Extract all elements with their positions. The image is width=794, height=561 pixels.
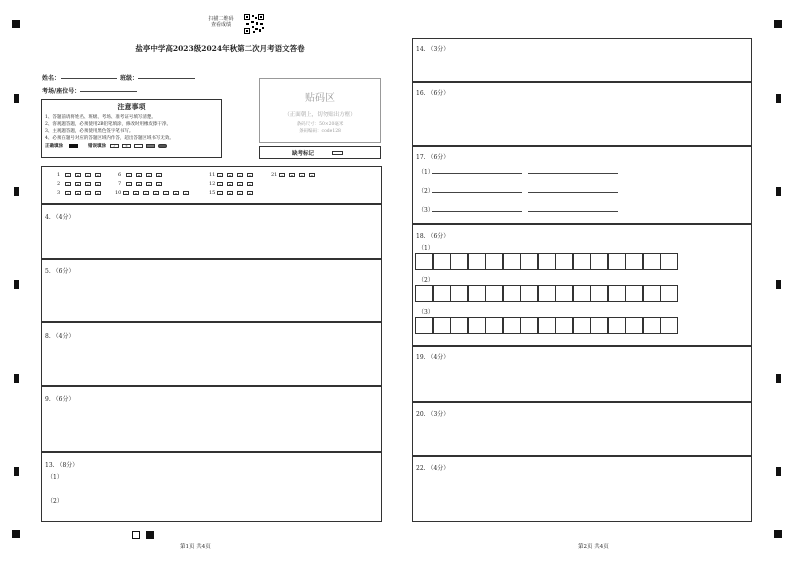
question-label: 18. （6分） bbox=[416, 233, 450, 240]
question-label: 19. （4分） bbox=[416, 354, 450, 361]
writing-grid-cell[interactable] bbox=[485, 253, 503, 270]
writing-grid-cell[interactable] bbox=[590, 285, 608, 302]
sub-question-label: （1） bbox=[47, 474, 63, 481]
exam-seat-label: 考场/座位号： bbox=[42, 88, 81, 95]
barcode-area bbox=[259, 78, 381, 143]
mc-option-bubble[interactable]: C bbox=[86, 183, 90, 187]
wrong-fill-label: 错误填涂 bbox=[88, 144, 106, 149]
sub-question-label: （1） bbox=[418, 245, 434, 252]
mc-option-bubble[interactable]: D bbox=[248, 192, 252, 196]
answer-line[interactable] bbox=[528, 192, 618, 193]
question-label: 13. （8分） bbox=[45, 462, 79, 469]
mc-option-bubble[interactable]: A bbox=[66, 174, 70, 178]
writing-grid-cell[interactable] bbox=[538, 253, 556, 270]
class-field[interactable] bbox=[138, 78, 195, 79]
writing-grid-cell[interactable] bbox=[415, 285, 433, 302]
writing-grid-cell[interactable] bbox=[643, 285, 661, 302]
mc-option-bubble[interactable]: D bbox=[157, 183, 161, 187]
mc-option-bubble[interactable]: C bbox=[144, 192, 148, 196]
mc-question-number: 1 bbox=[57, 172, 61, 178]
correct-fill-sample bbox=[69, 144, 78, 148]
barcode-title: 贴码区 bbox=[305, 93, 335, 104]
answer-area-q13[interactable] bbox=[41, 452, 382, 522]
mc-option-bubble[interactable]: C bbox=[147, 174, 151, 178]
corner-mark-bottom-right bbox=[774, 530, 782, 538]
writing-grid-cell[interactable] bbox=[433, 317, 451, 334]
side-mark bbox=[14, 374, 19, 383]
answer-area-q9[interactable] bbox=[41, 386, 382, 452]
writing-grid-cell[interactable] bbox=[520, 285, 538, 302]
notice-title: 注意事项 bbox=[117, 102, 146, 111]
question-label: 5. （6分） bbox=[45, 268, 75, 275]
page-number: 第2页 共4页 bbox=[578, 544, 609, 550]
writing-grid-cell[interactable] bbox=[660, 285, 678, 302]
writing-grid-row[interactable] bbox=[415, 317, 678, 334]
mc-option-bubble[interactable]: B bbox=[76, 174, 80, 178]
mc-option-bubble[interactable]: A bbox=[66, 192, 70, 196]
question-label: 20. （3分） bbox=[416, 411, 450, 418]
mc-option-bubble[interactable]: C bbox=[147, 183, 151, 187]
writing-grid-cell[interactable] bbox=[503, 317, 521, 334]
writing-grid-cell[interactable] bbox=[450, 317, 468, 334]
notice-item: 3、主观题答题，必须使用黑色签字笔书写。 bbox=[45, 129, 134, 134]
page-number: 第1页 共4页 bbox=[180, 544, 211, 550]
answer-line[interactable] bbox=[432, 211, 522, 212]
mc-option-bubble[interactable]: A bbox=[127, 174, 131, 178]
answer-area-q17[interactable] bbox=[412, 146, 752, 224]
writing-grid-row[interactable] bbox=[415, 285, 678, 302]
answer-area-q8[interactable] bbox=[41, 322, 382, 386]
name-field[interactable] bbox=[61, 78, 117, 79]
mc-option-bubble[interactable]: D bbox=[154, 192, 158, 196]
mc-option-bubble[interactable]: D bbox=[248, 174, 252, 178]
question-label: 17. （6分） bbox=[416, 154, 450, 161]
missing-exam-label: 缺考标记 bbox=[292, 151, 315, 157]
writing-grid-cell[interactable] bbox=[468, 317, 486, 334]
sub-question-label: （2） bbox=[47, 498, 63, 505]
mc-option-bubble[interactable]: B bbox=[228, 192, 232, 196]
mc-option-bubble[interactable]: A bbox=[164, 192, 168, 196]
writing-grid-cell[interactable] bbox=[608, 317, 626, 334]
sub-question-label: （2） bbox=[418, 277, 434, 284]
barcode-size: 条码尺寸：50×20毫米 bbox=[296, 122, 344, 127]
mc-option-bubble[interactable]: B bbox=[76, 183, 80, 187]
mc-option-bubble[interactable]: A bbox=[218, 174, 222, 178]
writing-grid-cell[interactable] bbox=[573, 285, 591, 302]
sub-question-label: （3） bbox=[418, 309, 434, 316]
mc-option-bubble[interactable]: D bbox=[248, 183, 252, 187]
mc-option-bubble[interactable]: B bbox=[137, 174, 141, 178]
page-title: 盐亭中学高2023级2024年秋第二次月考语文答卷 bbox=[135, 44, 305, 53]
mc-option-bubble[interactable]: A bbox=[218, 192, 222, 196]
answer-area-q4[interactable] bbox=[41, 204, 382, 259]
mc-option-bubble[interactable]: B bbox=[76, 192, 80, 196]
mc-option-bubble[interactable]: A bbox=[66, 183, 70, 187]
correct-fill-label: 正确填涂 bbox=[45, 144, 63, 149]
name-label: 姓名： bbox=[42, 75, 61, 82]
qr-caption: 扫描二维码 查看成绩 bbox=[208, 16, 234, 28]
writing-grid-cell[interactable] bbox=[520, 253, 538, 270]
writing-grid-cell[interactable] bbox=[433, 285, 451, 302]
side-mark bbox=[14, 467, 19, 476]
answer-area-q5[interactable] bbox=[41, 259, 382, 322]
notice-box bbox=[41, 99, 222, 158]
writing-grid-cell[interactable] bbox=[608, 253, 626, 270]
mc-question-number: 11 bbox=[209, 172, 216, 178]
writing-grid-cell[interactable] bbox=[625, 285, 643, 302]
mc-question-number: 10 bbox=[115, 190, 122, 196]
mc-option-bubble[interactable]: B bbox=[174, 192, 178, 196]
missing-exam-checkbox[interactable] bbox=[332, 151, 343, 155]
answer-line[interactable] bbox=[432, 173, 522, 174]
mc-question-number: 15 bbox=[209, 190, 216, 196]
mc-option-bubble[interactable]: B bbox=[228, 174, 232, 178]
writing-grid-cell[interactable] bbox=[555, 317, 573, 334]
writing-grid-row[interactable] bbox=[415, 253, 678, 270]
side-mark bbox=[14, 187, 19, 196]
sub-question-label: （1） bbox=[418, 169, 434, 176]
mc-option-bubble[interactable]: A bbox=[127, 183, 131, 187]
writing-grid-cell[interactable] bbox=[503, 253, 521, 270]
mc-question-number: 3 bbox=[57, 190, 61, 196]
writing-grid-cell[interactable] bbox=[608, 285, 626, 302]
mc-question-number: 6 bbox=[118, 172, 122, 178]
answer-area-q20[interactable] bbox=[412, 402, 752, 456]
writing-grid-cell[interactable] bbox=[415, 253, 433, 270]
side-mark bbox=[776, 374, 781, 383]
answer-area-q14[interactable] bbox=[412, 38, 752, 82]
question-label: 22. （4分） bbox=[416, 465, 450, 472]
writing-grid-cell[interactable] bbox=[415, 317, 433, 334]
question-label: 9. （6分） bbox=[45, 396, 75, 403]
barcode-hint: （正面朝上，切勿贴出方框） bbox=[284, 112, 356, 118]
writing-grid-cell[interactable] bbox=[468, 285, 486, 302]
writing-grid-cell[interactable] bbox=[625, 253, 643, 270]
writing-grid-cell[interactable] bbox=[590, 253, 608, 270]
mc-option-bubble[interactable]: D bbox=[310, 174, 314, 178]
corner-mark-bottom-left bbox=[12, 530, 20, 538]
writing-grid-cell[interactable] bbox=[555, 285, 573, 302]
bottom-mark-filled bbox=[146, 531, 154, 539]
corner-mark-top-left bbox=[12, 20, 20, 28]
mc-option-bubble[interactable]: D bbox=[96, 174, 100, 178]
answer-line[interactable] bbox=[528, 173, 618, 174]
mc-option-bubble[interactable]: B bbox=[228, 183, 232, 187]
writing-grid-cell[interactable] bbox=[450, 253, 468, 270]
writing-grid-cell[interactable] bbox=[573, 317, 591, 334]
writing-grid-cell[interactable] bbox=[468, 253, 486, 270]
side-mark bbox=[776, 187, 781, 196]
mc-option-bubble[interactable]: C bbox=[300, 174, 304, 178]
writing-grid-cell[interactable] bbox=[573, 253, 591, 270]
exam-seat-field[interactable] bbox=[80, 91, 137, 92]
notice-item: 1、答题前请将姓名、班级、考场、准考证号填写清楚。 bbox=[45, 115, 156, 120]
mc-question-number: 12 bbox=[209, 181, 216, 187]
notice-item: 4、必须在题号对应的答题区域内作答，超出答题区域书写无效。 bbox=[45, 136, 174, 141]
mc-option-bubble[interactable]: B bbox=[290, 174, 294, 178]
mc-option-bubble[interactable]: B bbox=[137, 183, 141, 187]
writing-grid-cell[interactable] bbox=[485, 285, 503, 302]
mc-option-bubble[interactable]: D bbox=[157, 174, 161, 178]
writing-grid-cell[interactable] bbox=[538, 285, 556, 302]
writing-grid-cell[interactable] bbox=[538, 317, 556, 334]
writing-grid-cell[interactable] bbox=[625, 317, 643, 334]
notice-item: 2、客观题答题，必须使用2B铅笔填涂，修改时用橡皮擦干净。 bbox=[45, 122, 172, 127]
writing-grid-cell[interactable] bbox=[555, 253, 573, 270]
writing-grid-cell[interactable] bbox=[643, 317, 661, 334]
mc-question-number: 7 bbox=[118, 181, 122, 187]
qr-code-icon bbox=[244, 14, 264, 34]
answer-line[interactable] bbox=[528, 211, 618, 212]
mc-option-bubble[interactable]: C bbox=[238, 174, 242, 178]
answer-area-q16[interactable] bbox=[412, 82, 752, 146]
mc-option-bubble[interactable]: C bbox=[184, 192, 188, 196]
mc-option-bubble[interactable]: C bbox=[86, 192, 90, 196]
class-label: 班级： bbox=[120, 75, 139, 82]
question-label: 16. （6分） bbox=[416, 90, 450, 97]
sub-question-label: （3） bbox=[418, 207, 434, 214]
writing-grid-cell[interactable] bbox=[643, 253, 661, 270]
bottom-mark-hollow bbox=[132, 531, 140, 539]
answer-area-q22[interactable] bbox=[412, 456, 752, 522]
sub-question-label: （2） bbox=[418, 188, 434, 195]
mc-option-bubble[interactable]: D bbox=[96, 183, 100, 187]
mc-question-number: 2 bbox=[57, 181, 61, 187]
side-mark bbox=[14, 94, 19, 103]
writing-grid-cell[interactable] bbox=[485, 317, 503, 334]
writing-grid-cell[interactable] bbox=[660, 253, 678, 270]
barcode-code: 条码编码：code128 bbox=[299, 129, 341, 134]
corner-mark-top-right bbox=[774, 20, 782, 28]
wrong-fill-sample: ✓ ✕ bbox=[110, 144, 167, 148]
side-mark bbox=[14, 280, 19, 289]
side-mark bbox=[776, 280, 781, 289]
question-label: 4. （4分） bbox=[45, 214, 75, 221]
mc-option-bubble[interactable]: A bbox=[280, 174, 284, 178]
writing-grid-cell[interactable] bbox=[450, 285, 468, 302]
mc-option-bubble[interactable]: C bbox=[86, 174, 90, 178]
answer-area-q19[interactable] bbox=[412, 346, 752, 402]
writing-grid-cell[interactable] bbox=[590, 317, 608, 334]
writing-grid-cell[interactable] bbox=[660, 317, 678, 334]
mc-question-number: 21 bbox=[271, 172, 278, 178]
side-mark bbox=[776, 467, 781, 476]
side-mark bbox=[776, 94, 781, 103]
writing-grid-cell[interactable] bbox=[503, 285, 521, 302]
mc-option-bubble[interactable]: B bbox=[134, 192, 138, 196]
writing-grid-cell[interactable] bbox=[520, 317, 538, 334]
mc-option-bubble[interactable]: C bbox=[238, 192, 242, 196]
missing-exam-box bbox=[259, 146, 381, 159]
mc-option-bubble[interactable]: A bbox=[218, 183, 222, 187]
writing-grid-cell[interactable] bbox=[433, 253, 451, 270]
question-label: 14. （3分） bbox=[416, 46, 450, 53]
answer-line[interactable] bbox=[432, 192, 522, 193]
mc-option-bubble[interactable]: A bbox=[124, 192, 128, 196]
mc-option-bubble[interactable]: C bbox=[238, 183, 242, 187]
mc-option-bubble[interactable]: D bbox=[96, 192, 100, 196]
question-label: 8. （4分） bbox=[45, 333, 75, 340]
